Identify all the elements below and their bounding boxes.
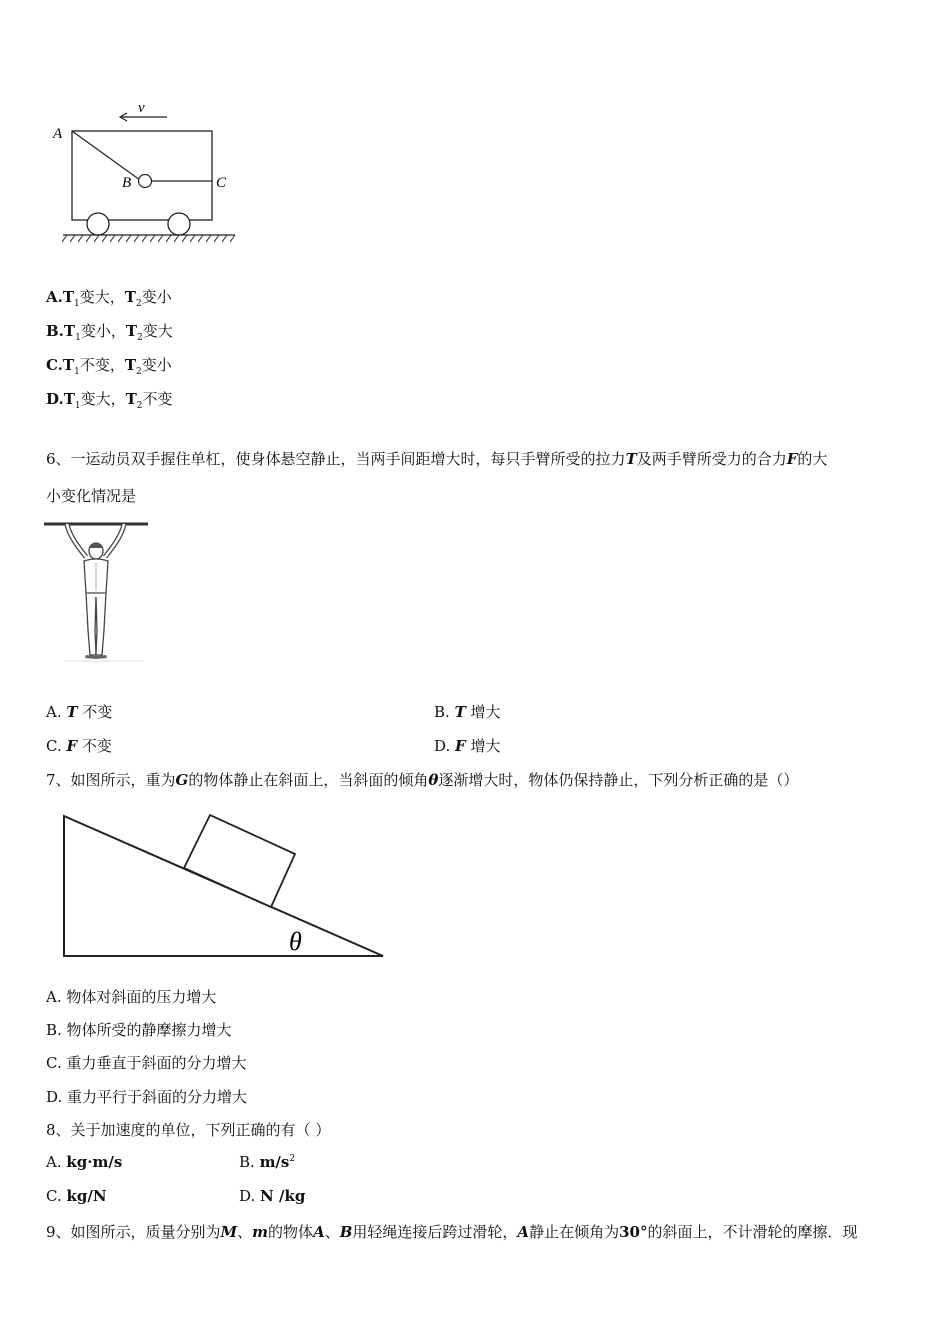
q9-stem: 9、如图所示，质量分别为M、m的物体A、B用轻绳连接后跨过滑轮，A静止在倾角为30°的斜面上，不计滑轮的摩擦．现 [46, 1223, 858, 1241]
q6-option-d[interactable]: D. F 增大 [434, 737, 501, 755]
wheel-left [87, 213, 109, 235]
q5-option-d[interactable]: $D.T_1$变大，$T_2$不变 [46, 390, 173, 411]
label-b: B [122, 175, 132, 191]
incline-figure [60, 810, 390, 962]
cart-figure [45, 95, 245, 245]
q6-stem-line2: 小变化情况是 [46, 487, 137, 505]
label-c: C [216, 175, 227, 191]
q7-stem: 7、如图所示，重为G的物体静止在斜面上，当斜面的倾角θ逐渐增大时，物体仍保持静止，下列分析正确的是（） [46, 771, 799, 789]
q6-stem-line1: 6、一运动员双手握住单杠，使身体悬空静止，当两手间距增大时，每只手臂所受的拉力T及两手臂所受力的合力F的大 [46, 450, 828, 468]
q8-option-c[interactable]: C. kg/N [46, 1187, 107, 1205]
q7-option-b[interactable]: B. 物体所受的静摩擦力增大 [46, 1021, 232, 1039]
q8-option-b[interactable]: B. $m/s^2$ [239, 1153, 296, 1171]
q8-option-a[interactable]: A. kg·m/s [46, 1153, 123, 1171]
theta-label: θ [289, 927, 302, 956]
wheel-right [168, 213, 190, 235]
q6-option-c[interactable]: C. F 不变 [46, 737, 112, 755]
block [184, 815, 295, 907]
q7-option-d[interactable]: D. 重力平行于斜面的分力增大 [46, 1088, 248, 1106]
q5-option-c[interactable]: $C.T_1$不变，$T_2$变小 [46, 356, 172, 377]
q5-option-b[interactable]: $B.T_1$变小，$T_2$变大 [46, 322, 173, 343]
q8-option-d[interactable]: D. N /kg [239, 1187, 306, 1205]
q8-stem: 8、关于加速度的单位，下列正确的有（ ） [46, 1121, 331, 1139]
q7-option-c[interactable]: C. 重力垂直于斜面的分力增大 [46, 1054, 247, 1072]
label-a: A [53, 126, 63, 142]
q6-option-a[interactable]: A. T 不变 [46, 703, 113, 721]
gymnast-figure [44, 515, 150, 667]
ball [139, 175, 152, 188]
q7-option-a[interactable]: A. 物体对斜面的压力增大 [46, 988, 217, 1006]
string-ab [72, 131, 140, 180]
q6-option-b[interactable]: B. T 增大 [434, 703, 501, 721]
label-v: v [138, 100, 145, 116]
q5-option-a[interactable]: $A.T_1$变大，$T_2$变小 [46, 288, 172, 309]
